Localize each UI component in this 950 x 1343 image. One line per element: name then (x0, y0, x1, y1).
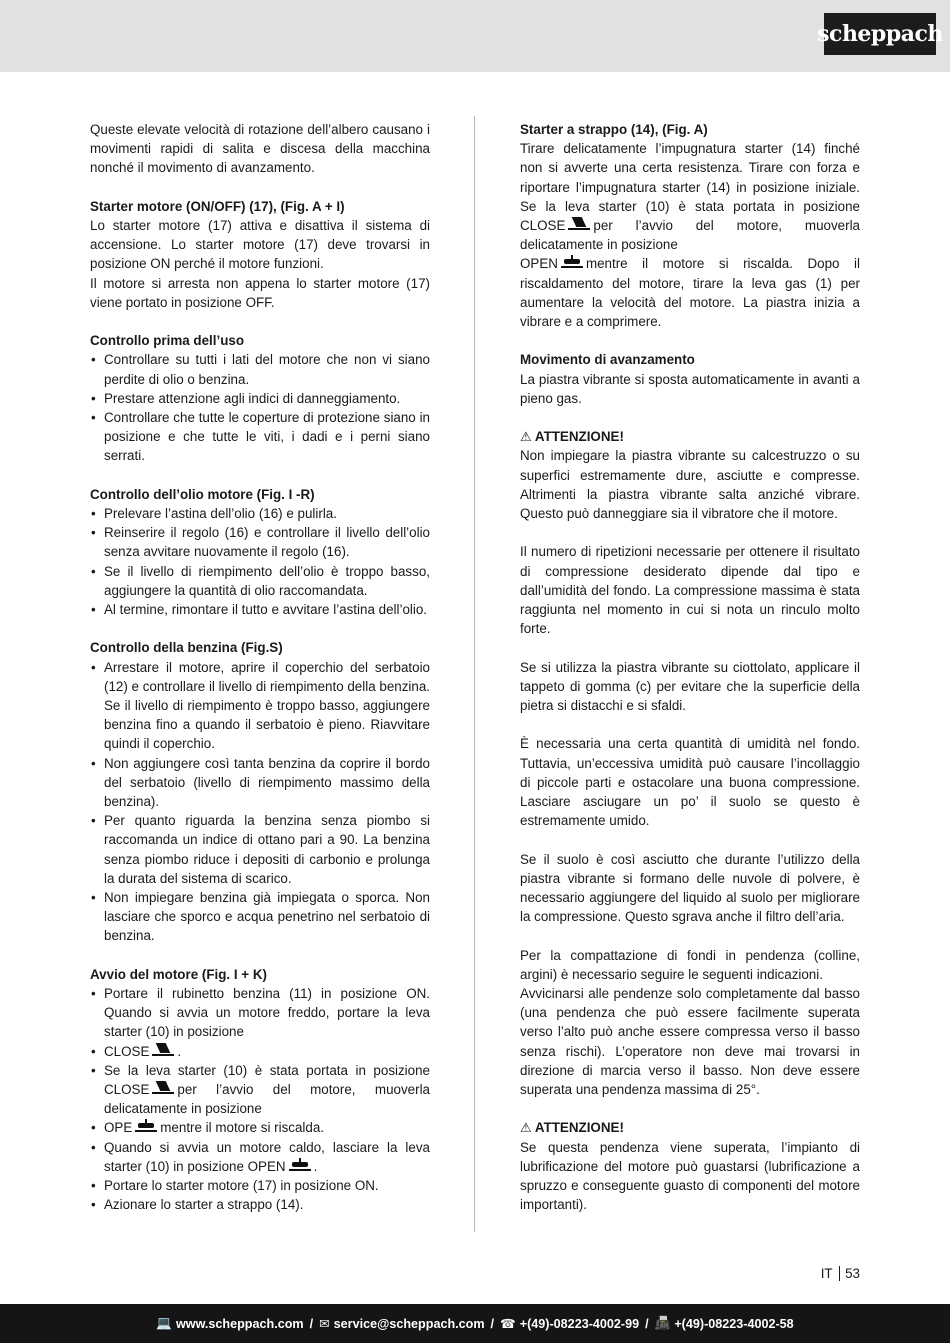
choke-close-icon (152, 1043, 174, 1057)
list-item: • Per quanto riguarda la benzina senza piombo si raccomanda un indice di ottano pari a 90. La benzina senza piombo riduce i depositi di carbonio e prolunga la durata del sistema di scarico. (90, 811, 430, 888)
list-item: • Azionare lo starter a strappo (14). (90, 1195, 430, 1214)
movement-heading: Movimento di avanzamento (520, 352, 695, 368)
dry-soil-paragraph: Se il suolo è così asciutto che durante l’utilizzo della piastra vibrante si formano delle nuvole di polvere, è necessario aggiungere del liquido al suolo per migliorare la compressione. Questo sgrava anche il filtro dell’aria. (520, 851, 860, 925)
website-link[interactable]: www.scheppach.com (175, 1316, 304, 1331)
warning-icon: ⚠ (520, 429, 532, 445)
right-column (520, 120, 860, 1214)
choke-close-icon (152, 1081, 174, 1095)
repetitions-paragraph: Il numero di ripetizioni necessarie per ottenere il risultato di compressione desiderato dipende dal tipo e dall’umidità del fondo. La compressione massima è stata raggiunta nel momento in cui si nota un rinculo molto forte. (520, 544, 860, 637)
list-item: • Se la leva starter (10) è stata portata in posizione CLOSE per l’avvio del motore, muoverla delicatamente in posizione (90, 1061, 430, 1119)
slope-paragraph: Per la compattazione di fondi in pendenza (colline, argini) è necessario seguire le seguenti indicazioni. (520, 947, 860, 982)
check-list (90, 350, 430, 465)
start-list (90, 984, 430, 1214)
slope-paragraph-2: Avvicinarsi alle pendenze solo completamente dal basso (una pendenza che può essere facilmente superata verso l’alto può anche essere compressa verso il basso senza rischi). L’operatore non deve mai trovarsi in direzione di marcia verso il basso. Non deve essere superata una pendenza massima di 25°. (520, 986, 860, 1098)
list-item: • Quando si avvia un motore caldo, lasciare la leva starter (10) in posizione OPEN . (90, 1138, 430, 1176)
list-item: • Reinserire il regolo (16) e controllare il livello dell’olio senza avvitare nuovamente il regolo (16). (90, 523, 430, 561)
list-item: • Arrestare il motore, aprire il coperchio del serbatoio (12) e controllare il livello di riempimento della benzina. Se il livello di riempimento è troppo basso, aggiungere benzina fino a quando il serbatoio è pieno. Riavvitare quindi il coperchio. (90, 658, 430, 754)
warning-paragraph-2: Se questa pendenza viene superata, l’impianto di lubrificazione del motore può guastarsi (lubrificazione a spruzzo e conseguente guasto di componenti del motore importanti). (520, 1139, 860, 1213)
list-item: • OPE mentre il motore si riscalda. (90, 1118, 430, 1137)
brand-logo-text: scheppach (817, 21, 943, 47)
brand-logo (817, 13, 943, 55)
list-item: • Portare lo starter motore (17) in posizione ON. (90, 1176, 430, 1195)
left-column (90, 120, 430, 1215)
warning-paragraph: Non impiegare la piastra vibrante su calcestruzzo o su superfici estremamente dure, asciutte e compresse. Altrimenti la piastra vibrante salta anziché vibrare. Questo può danneggiare sia il vibratore che il motore. (520, 448, 860, 522)
gravel-paragraph: Se si utilizza la piastra vibrante su ciottolato, applicare il tappeto di gomma (c) per evitare che la superficie della pietra si distacchi e si sfaldi. (520, 659, 860, 714)
starter-heading: Starter motore (ON/OFF) (17), (Fig. A + I) (90, 198, 345, 214)
page-number: IT 53 (820, 1266, 860, 1281)
list-item: • CLOSE . (90, 1042, 430, 1061)
list-item: • Non aggiungere così tanta benzina da coprire il bordo del serbatoio (livello di riempimento massimo della benzina). (90, 754, 430, 812)
list-item: • Prestare attenzione agli indici di danneggiamento. (90, 389, 430, 408)
footer-bar: 💻 www.scheppach.com / ✉ service@scheppach.com / ☎ +(49)-08223-4002-99 / 📠 +(49)-08223-4002-58 (0, 1304, 950, 1343)
email-link[interactable]: service@scheppach.com (333, 1316, 485, 1331)
warning-icon: ⚠ (520, 1120, 532, 1136)
pull-starter-paragraph-2: OPEN mentre il motore si riscalda. Dopo il riscaldamento del motore, tirare la leva gas (1) per aumentare la velocità del motore. La piastra inizia a vibrare e a comprimere. (520, 256, 860, 330)
starter-paragraph-2: Il motore si arresta non appena lo starter motore (17) viene portato in posizione OFF. (90, 275, 430, 310)
list-item: • Se il livello di riempimento dell’olio è troppo basso, aggiungere la quantità di olio raccomandata. (90, 562, 430, 600)
column-divider (474, 116, 475, 1232)
oil-heading: Controllo dell’olio motore (Fig. I -R) (90, 486, 315, 502)
start-heading: Avvio del motore (Fig. I + K) (90, 966, 267, 982)
warning-heading: ⚠ ATTENZIONE! (520, 429, 624, 445)
list-item: • Al termine, rimontare il tutto e avvitare l’astina dell’olio. (90, 600, 430, 619)
list-item: • Portare il rubinetto benzina (11) in posizione ON. Quando si avvia un motore freddo, portare la leva starter (10) in posizione (90, 984, 430, 1042)
fax-number: +(49)-08223-4002-58 (674, 1316, 794, 1331)
list-item: • Controllare su tutti i lati del motore che non vi siano perdite di olio o benzina. (90, 350, 430, 388)
fuel-list (90, 658, 430, 946)
list-item: • Controllare che tutte le coperture di protezione siano in posizione e che tutte le viti, i dadi e i perni siano serrati. (90, 408, 430, 466)
choke-open-icon (561, 255, 583, 269)
header-bar (0, 0, 950, 72)
phone-icon: ☎ (500, 1317, 516, 1331)
warning-heading-2: ⚠ ATTENZIONE! (520, 1120, 624, 1136)
list-item: • Prelevare l’astina dell’olio (16) e pulirla. (90, 504, 430, 523)
pull-starter-heading: Starter a strappo (14), (Fig. A) (520, 122, 708, 137)
choke-close-icon (568, 217, 590, 231)
fax-icon: 📠 (654, 1316, 671, 1330)
starter-paragraph: Lo starter motore (17) attiva e disattiva il sistema di accensione. Lo starter motore (17) deve trovarsi in posizione ON perché il motore funzioni. (90, 218, 430, 272)
pull-starter-paragraph: Tirare delicatamente l’impugnatura starter (14) finché non si avverte una certa resistenza. Tirare con forza e riportare l’impugnatura starter (14) in posizione iniziale. Se la leva starter (10) è stata portata in posizione CLOSE per l’avvio del motore, muoverla delicatamente in posizione (520, 141, 860, 253)
check-heading: Controllo prima dell’uso (90, 333, 244, 349)
oil-list (90, 504, 430, 619)
moisture-paragraph: È necessaria una certa quantità di umidità nel fondo. Tuttavia, un’eccessiva umidità può causare l’incollaggio di piccole parti e ostacolare una buona compressione. Lasciare asciugare un po’ il suolo se questo è estremamente umido. (520, 736, 860, 829)
intro-paragraph: Queste elevate velocità di rotazione dell’albero causano i movimenti rapidi di salita e discesa della macchina nonché il movimento di avanzamento. (90, 122, 430, 176)
list-item: • Non impiegare benzina già impiegata o sporca. Non lasciare che sporco e acqua penetrino nel serbatoio di benzina. (90, 888, 430, 946)
phone-number: +(49)-08223-4002-99 (519, 1316, 640, 1331)
mail-icon: ✉ (319, 1317, 330, 1331)
choke-open-icon (135, 1119, 157, 1133)
choke-open-icon (289, 1158, 311, 1172)
fuel-heading: Controllo della benzina (Fig.S) (90, 640, 283, 656)
computer-icon: 💻 (156, 1316, 172, 1330)
movement-paragraph: La piastra vibrante si sposta automaticamente in avanti a pieno gas. (520, 371, 860, 406)
